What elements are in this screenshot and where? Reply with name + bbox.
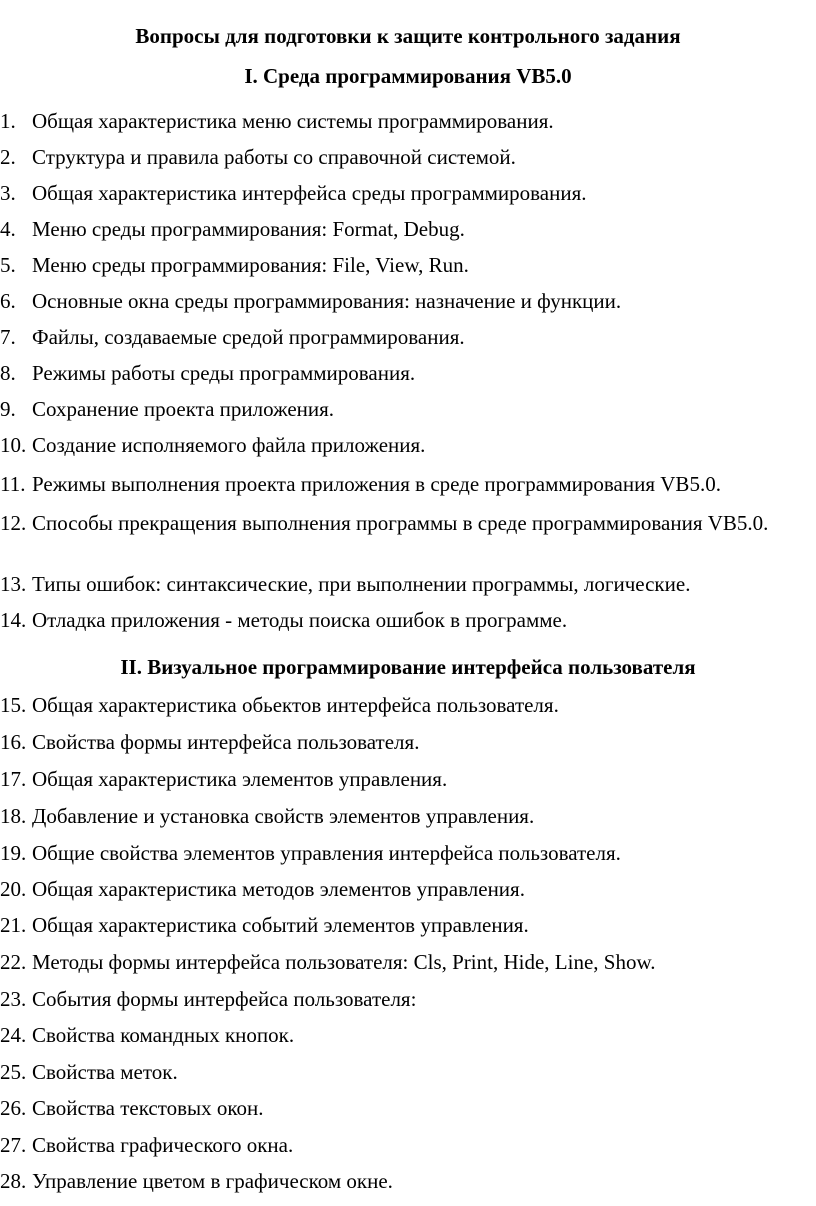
item-text: Структура и правила работы со справочной системой. [32,145,516,169]
item-text: Управление цветом в графическом окне. [32,1169,393,1193]
item-text: Общая характеристика меню системы программирования. [32,109,554,133]
item-text: Общая характеристика событий элементов управления. [32,913,529,937]
item-text: Свойства командных кнопок. [32,1023,295,1047]
item-number: 11. [0,472,26,496]
item-number: 22. [0,950,27,974]
item-text: Свойства текстовых окон. [32,1096,264,1120]
item-number: 14. [0,608,27,632]
section-heading-2: II. Визуальное программирование интерфейса пользователя [120,655,696,679]
item-number: 27. [0,1133,27,1157]
item-text: Меню среды программирования: File, View, Run. [32,253,469,277]
item-number: 4. [0,217,16,241]
item-text: Общая характеристика элементов управления. [32,767,448,791]
item-number: 28. [0,1169,27,1193]
item-number: 17. [0,767,27,791]
item-text: Режимы работы среды программирования. [32,361,416,385]
item-number: 15. [0,693,27,717]
item-number: 25. [0,1060,27,1084]
item-text: События формы интерфейса пользователя: [32,987,417,1011]
item-text: Сохранение проекта приложения. [32,397,335,421]
item-number: 20. [0,877,27,901]
section-heading-1: I. Среда программирования VB5.0 [244,64,572,88]
item-text: Создание исполняемого файла приложения. [32,433,426,457]
item-text: Способы прекращения выполнения программы в среде программирования VB5.0. [32,511,769,535]
item-number: 19. [0,841,27,865]
item-number: 23. [0,987,27,1011]
item-number: 26. [0,1096,27,1120]
item-number: 7. [0,325,16,349]
item-text: Файлы, создаваемые средой программирования. [32,325,465,349]
item-number: 8. [0,361,16,385]
item-number: 9. [0,397,16,421]
item-text: Свойства графического окна. [32,1133,294,1157]
item-number: 18. [0,804,27,828]
item-text: Типы ошибок: синтаксические, при выполнении программы, логические. [32,572,691,596]
item-text: Добавление и установка свойств элементов управления. [32,804,535,828]
item-number: 3. [0,181,16,205]
item-number: 24. [0,1023,27,1047]
item-text: Общая характеристика интерфейса среды программирования. [32,181,587,205]
item-number: 12. [0,511,27,535]
item-text: Общие свойства элементов управления интерфейса пользователя. [32,841,621,865]
item-number: 2. [0,145,16,169]
item-text: Свойства формы интерфейса пользователя. [32,730,420,754]
item-text: Меню среды программирования: Format, Debug. [32,217,465,241]
item-number: 13. [0,572,27,596]
item-number: 21. [0,913,27,937]
item-number: 16. [0,730,27,754]
item-text: Общая характеристика обьектов интерфейса пользователя. [32,693,559,717]
item-text: Режимы выполнения проекта приложения в среде программирования VB5.0. [32,472,721,496]
list-item [0,509,816,565]
item-text: Отладка приложения - методы поиска ошибок в программе. [32,608,568,632]
item-number: 6. [0,289,16,313]
document-title: Вопросы для подготовки к защите контрольного задания [135,24,681,48]
item-text: Основные окна среды программирования: назначение и функции. [32,289,622,313]
item-text: Свойства меток. [32,1060,178,1084]
item-number: 5. [0,253,16,277]
item-number: 1. [0,109,16,133]
item-text: Общая характеристика методов элементов управления. [32,877,525,901]
item-text: Методы формы интерфейса пользователя: Cls, Print, Hide, Line, Show. [32,950,656,974]
item-number: 10. [0,433,27,457]
